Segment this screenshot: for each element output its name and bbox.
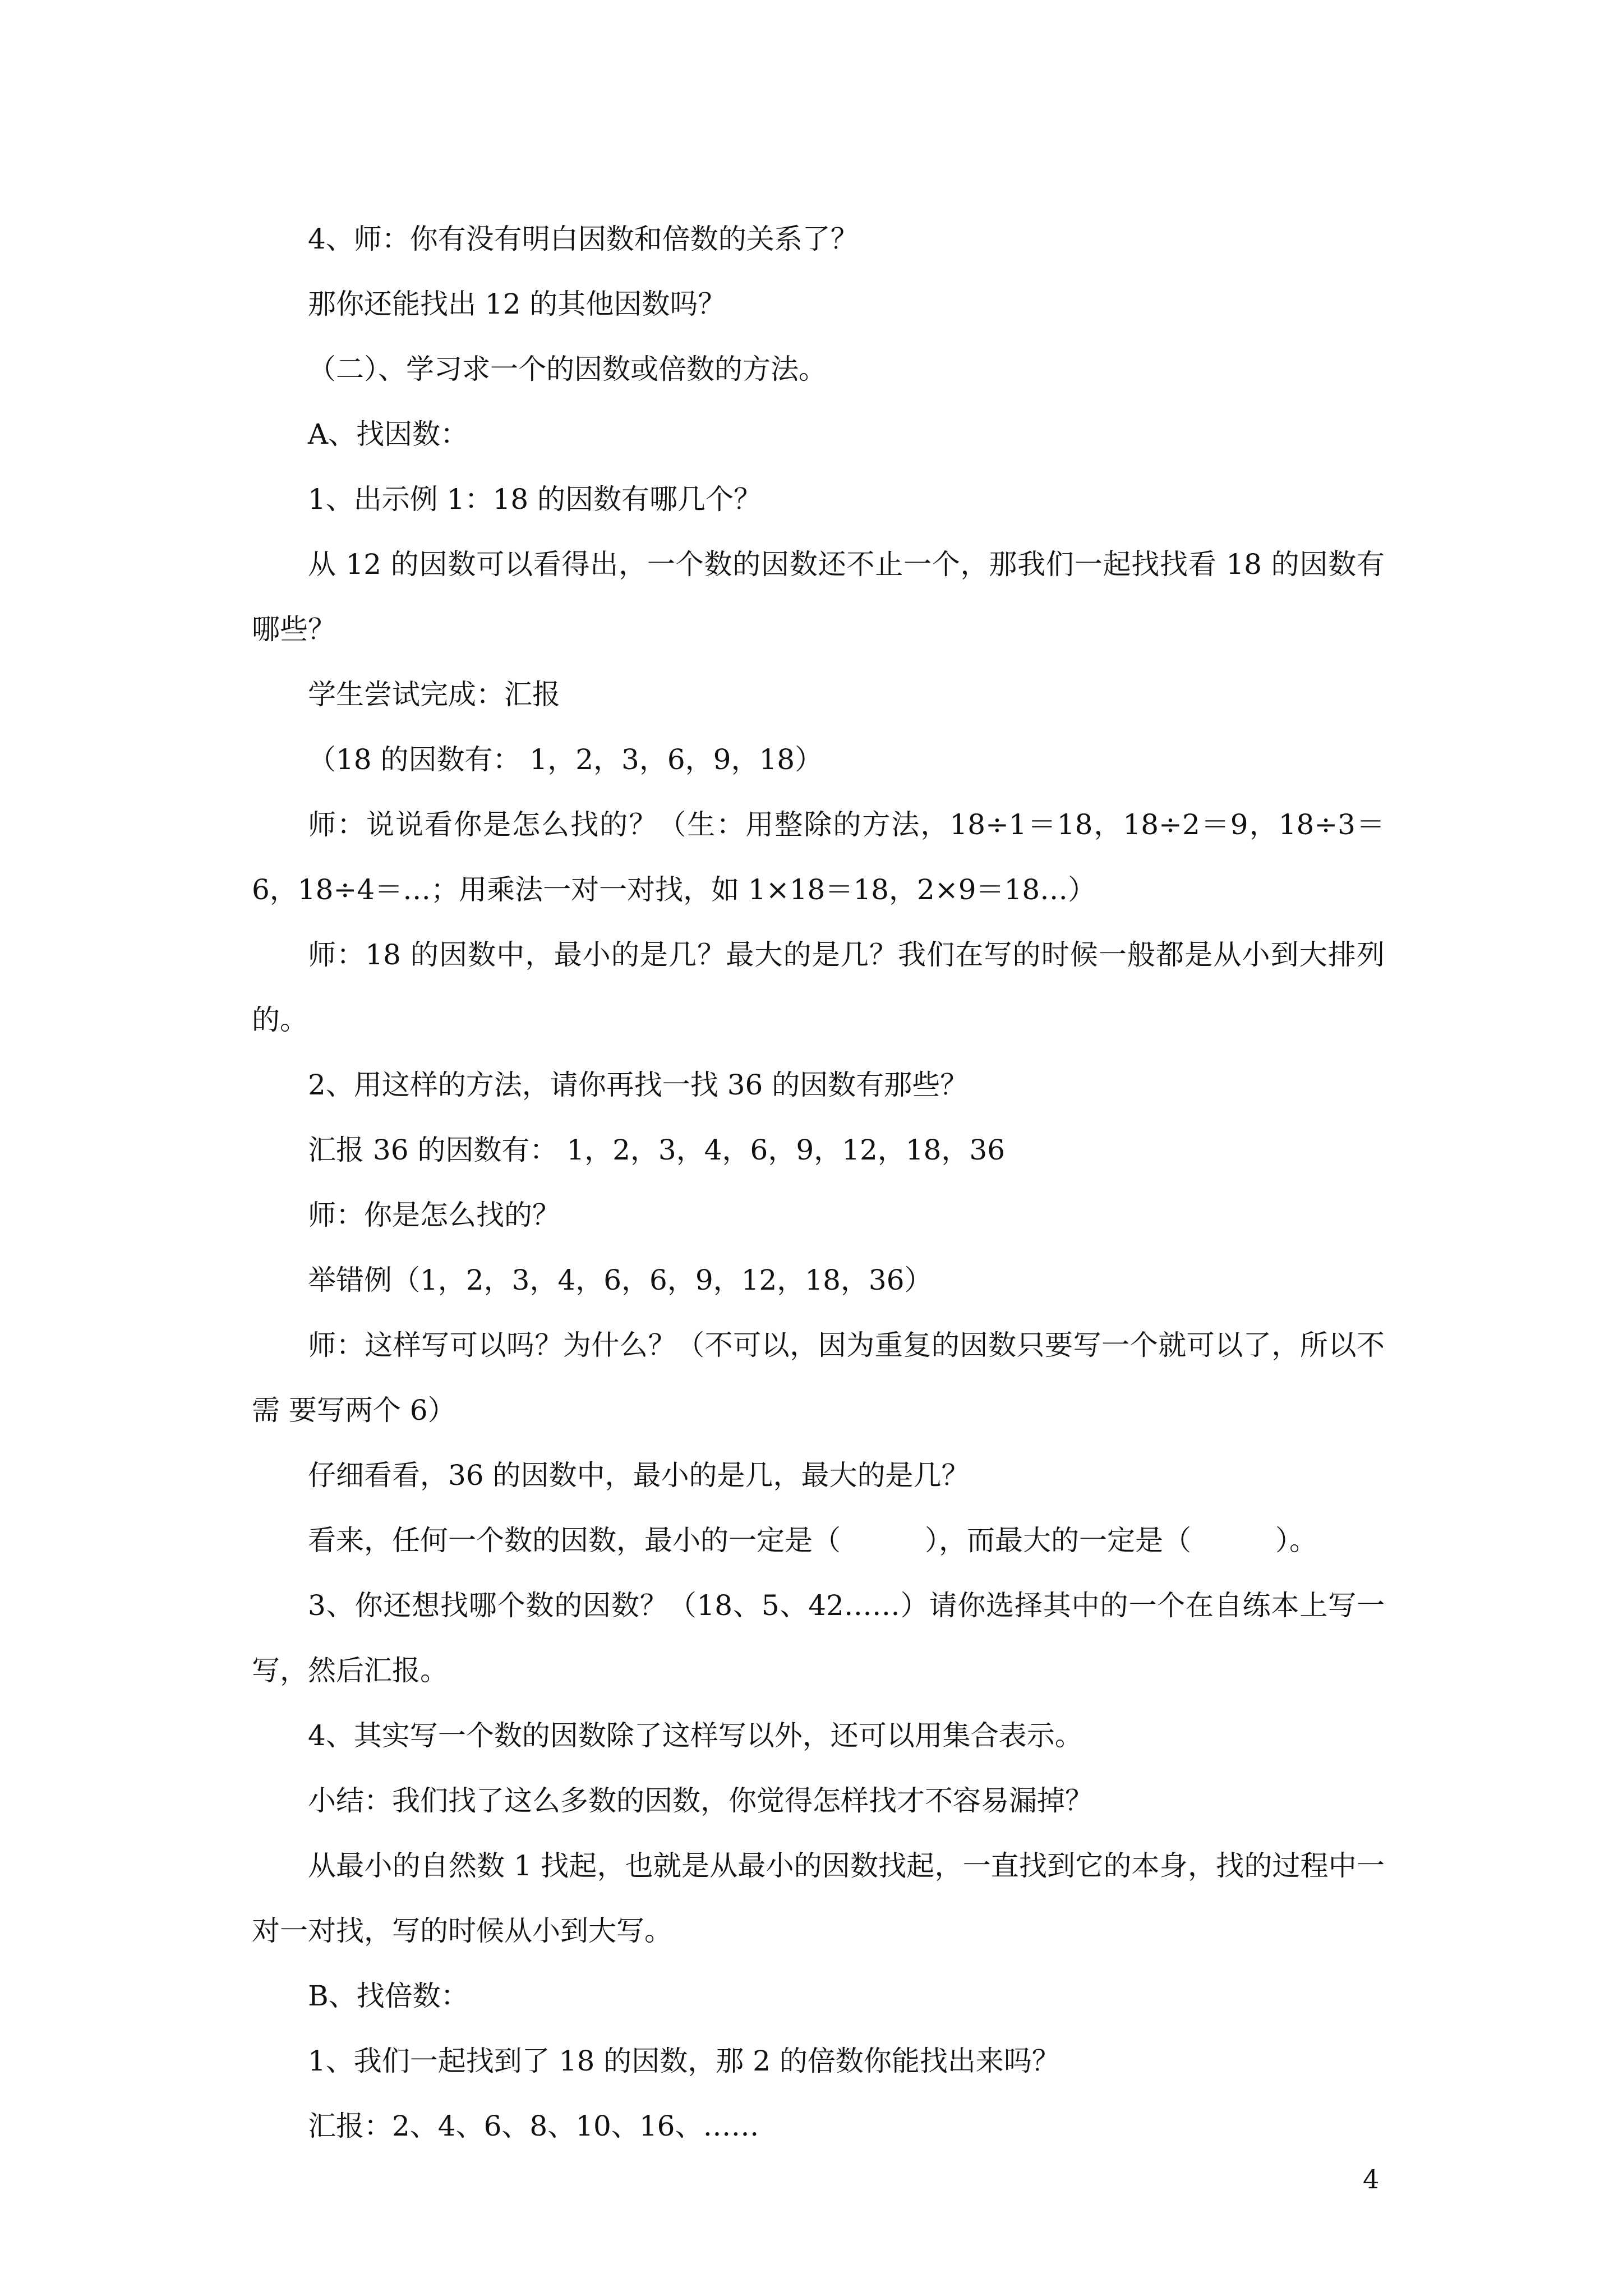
paragraph: 师：这样写可以吗？为什么？（不可以，因为重复的因数只要写一个就可以了，所以不需 要写两个 6） (252, 1329, 1385, 1427)
subsection-heading: B、找倍数： (308, 1980, 469, 2012)
paragraph: 从最小的自然数 1 找起，也就是从最小的因数找起，一直找到它的本身，找的过程中一对一对找，写的时候从小到大写。 (252, 1849, 1385, 1947)
paragraph: 仔细看看，36 的因数中，最小的是几，最大的是几？ (308, 1459, 970, 1492)
paragraph: 师：你是怎么找的？ (308, 1199, 560, 1231)
paragraph: （18 的因数有： 1，2，3，6，9，18） (308, 743, 823, 776)
paragraph: 1、出示例 1：18 的因数有哪几个？ (308, 483, 762, 516)
document-body (252, 206, 1385, 2159)
paragraph: 师：18 的因数中，最小的是几？最大的是几？我们在写的时候一般都是从小到大排列的。 (252, 938, 1385, 1036)
paragraph: 看来，任何一个数的因数，最小的一定是（ ），而最大的一定是（ ）。 (308, 1524, 1317, 1557)
paragraph: 4、师：你有没有明白因数和倍数的关系了？ (308, 223, 859, 255)
subsection-heading: A、找因数： (308, 418, 469, 450)
paragraph: 学生尝试完成：汇报 (308, 678, 560, 711)
paragraph: 从 12 的因数可以看得出，一个数的因数还不止一个，那我们一起找找看 18 的因数有哪些？ (252, 548, 1385, 646)
paragraph: 3、你还想找哪个数的因数？（18、5、42……）请你选择其中的一个在自练本上写一写，然后汇报。 (252, 1589, 1385, 1687)
paragraph: 举错例（1，2，3，4，6，6，9，12，18，36） (308, 1264, 933, 1296)
paragraph: 4、其实写一个数的因数除了这样写以外，还可以用集合表示。 (308, 1719, 1083, 1752)
paragraph: 那你还能找出 12 的其他因数吗？ (308, 288, 726, 320)
paragraph: 师：说说看你是怎么找的？（生：用整除的方法，18÷1＝18，18÷2＝9，18÷3＝6，18÷4＝…；用乘法一对一对找，如 1×18＝18，2×9＝18…） (252, 808, 1385, 906)
paragraph: 汇报：2、4、6、8、10、16、…… (308, 2110, 759, 2142)
paragraph: 小结：我们找了这么多数的因数，你觉得怎样找才不容易漏掉？ (308, 1784, 1093, 1817)
paragraph: 汇报 36 的因数有： 1，2，3，4，6，9，12，18，36 (308, 1134, 1006, 1166)
paragraph: 2、用这样的方法，请你再找一找 36 的因数有那些？ (308, 1069, 969, 1101)
section-heading: （二）、学习求一个的因数或倍数的方法。 (308, 353, 827, 385)
page-number: 4 (1363, 2164, 1380, 2194)
paragraph: 1、我们一起找到了 18 的因数，那 2 的倍数你能找出来吗？ (308, 2045, 1060, 2077)
